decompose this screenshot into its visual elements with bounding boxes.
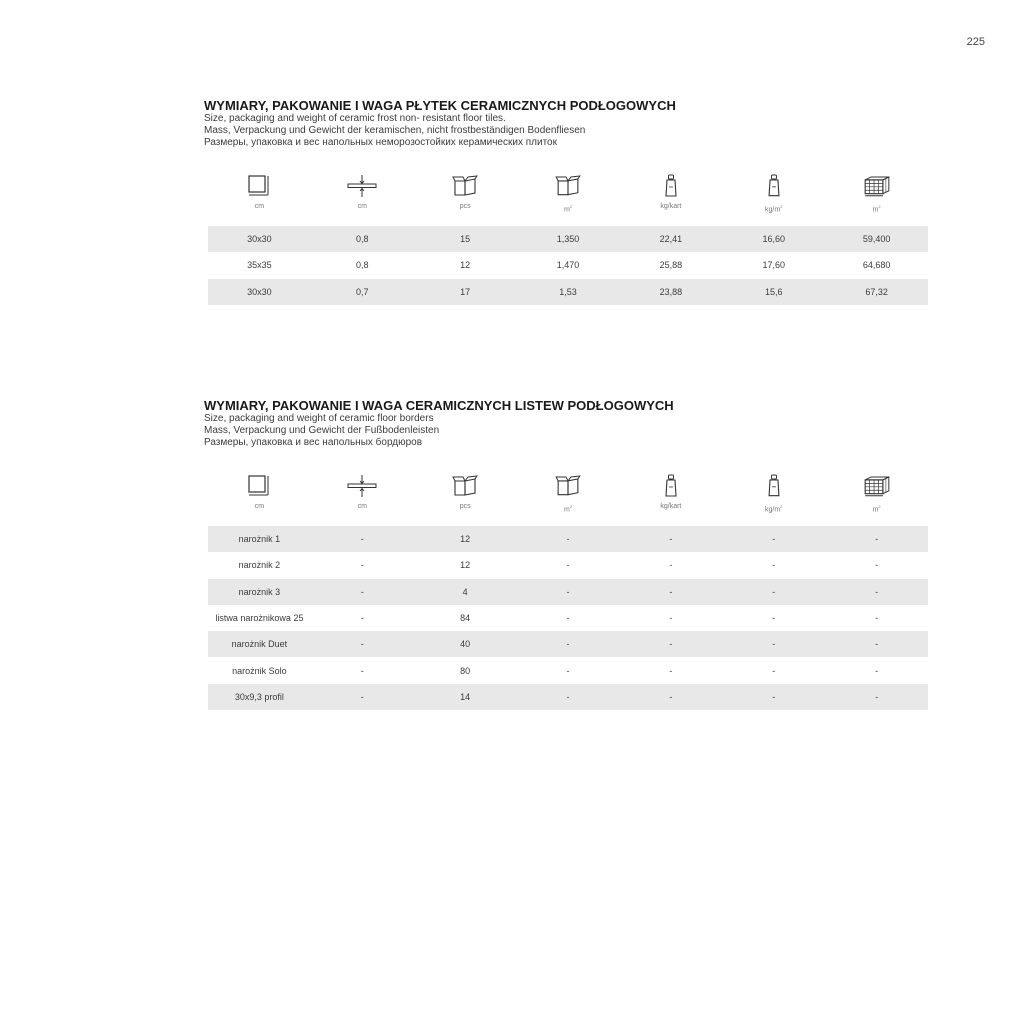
table-cell: 64,680 (862, 260, 891, 271)
table-cell: - (875, 560, 879, 571)
icon-header-row (208, 174, 928, 214)
table-cell: - (875, 691, 879, 702)
table-cell: - (875, 639, 879, 650)
table-cell: - (669, 534, 673, 545)
table-cell: 67,32 (865, 286, 888, 297)
table-cell: - (566, 586, 570, 597)
table-cell: listwa narożnikowa 25 (215, 613, 304, 624)
unit-label: cm (254, 503, 265, 510)
pallet-icon (863, 474, 891, 498)
unit-label: kg/kart (660, 503, 682, 510)
subtitle-de: Mass, Verpackung und Gewicht der Fußbodenleisten (204, 425, 440, 436)
table-cell: - (669, 586, 673, 597)
table-row (208, 526, 928, 552)
table-cell: - (360, 586, 364, 597)
table-cell: - (566, 560, 570, 571)
pallet-m2-column-header (825, 174, 928, 214)
subtitle-ru: Размеры, упаковка и вес напольных бордюров (204, 437, 423, 448)
table-row (208, 252, 928, 278)
table-cell: - (772, 691, 776, 702)
unit-label: cm (357, 203, 367, 210)
box-icon (452, 174, 478, 198)
table-cell: 12 (460, 560, 471, 571)
kg-m2-column-header (722, 474, 825, 514)
table-cell: narożnik Solo (232, 665, 287, 676)
subtitle-ru: Размеры, упаковка и вес напольных неморозостойких керамических плиток (204, 137, 557, 148)
kg-kart-column-header (619, 474, 722, 514)
weight-icon (663, 474, 679, 498)
table-cell: - (566, 534, 570, 545)
table-row (208, 631, 928, 657)
table-cell: - (875, 613, 879, 624)
table-cell: - (566, 613, 570, 624)
table-cell: - (875, 534, 879, 545)
table-cell: 0,8 (356, 260, 369, 271)
table-row (208, 657, 928, 683)
table-row (208, 226, 928, 252)
table-cell: - (360, 534, 364, 545)
table-row (208, 605, 928, 631)
table-cell: 35x35 (247, 260, 272, 271)
table-cell: - (772, 665, 776, 676)
table-cell: 4 (462, 586, 468, 597)
pallet-icon (863, 174, 891, 198)
table-cell: - (772, 560, 776, 571)
page-number: 225 (966, 36, 985, 48)
box-m2-column-header (517, 474, 620, 514)
table-cell: - (360, 613, 364, 624)
table-cell: - (566, 665, 570, 676)
box-icon (555, 474, 581, 498)
table-cell: - (360, 560, 364, 571)
table-cell: - (772, 613, 776, 624)
weight-icon (766, 474, 782, 498)
box-icon (452, 474, 478, 498)
weight-icon (663, 174, 679, 198)
table-cell: 23,88 (659, 286, 683, 297)
table-cell: 15 (460, 234, 471, 245)
table-cell: 16,60 (762, 234, 785, 245)
table-cell: - (669, 560, 673, 571)
unit-label: $m^2$ (563, 503, 573, 513)
borders-section (204, 398, 928, 702)
box-icon (555, 174, 581, 198)
unit-label: $m^2$ (872, 203, 881, 213)
thickness-icon (347, 174, 377, 198)
kg-m2-column-header (722, 174, 825, 214)
icon-header-row (208, 474, 928, 514)
table-cell: 0,7 (356, 286, 369, 297)
table-cell: narożnik 2 (238, 560, 281, 571)
table-cell: 40 (460, 639, 471, 650)
unit-label: pcs (459, 503, 471, 510)
weight-icon (766, 174, 782, 198)
table-cell: 30x9,3 profil (234, 691, 284, 702)
table-cell: - (669, 639, 673, 650)
table-row (208, 579, 928, 605)
borders-table (208, 526, 928, 710)
subtitle-en: Size, packaging and weight of ceramic floor borders (204, 413, 434, 424)
table-cell: - (772, 586, 776, 597)
table-row (208, 684, 928, 710)
table-cell: - (772, 639, 776, 650)
table-cell: 30x30 (247, 234, 272, 245)
table-cell: 1,350 (556, 234, 580, 245)
table-cell: 1,470 (556, 260, 580, 271)
tile-size-icon (247, 474, 271, 498)
thickness-icon (347, 474, 377, 498)
table-row (208, 279, 928, 305)
table-cell: 80 (460, 665, 471, 676)
unit-label: cm (254, 203, 265, 210)
tiles-table (208, 226, 928, 305)
table-row (208, 552, 928, 578)
table-cell: - (360, 639, 364, 650)
table-cell: - (566, 639, 570, 650)
unit-label: kg/kart (660, 203, 682, 210)
thickness-column-header (311, 474, 414, 514)
unit-label: $m^2$ (872, 503, 881, 513)
subtitle-de: Mass, Verpackung und Gewicht der keramischen, nicht frostbeständigen Bodenfliesen (204, 125, 586, 136)
thickness-column-header (311, 174, 414, 214)
table-cell: 84 (460, 613, 471, 624)
pcs-column-header (414, 174, 517, 214)
pcs-column-header (414, 474, 517, 514)
kg-kart-column-header (619, 174, 722, 214)
table-cell: 22,41 (659, 234, 683, 245)
table-cell: 0,8 (356, 234, 369, 245)
table-cell: - (875, 665, 879, 676)
size-column-header (208, 474, 311, 514)
unit-label: $m^2$ (563, 203, 573, 213)
table-cell: 12 (460, 260, 471, 271)
table-cell: - (360, 665, 364, 676)
table-cell: - (772, 534, 776, 545)
table-cell: 17 (460, 286, 471, 297)
unit-label: $kg/m^2$ (765, 503, 783, 513)
tiles-section (204, 98, 928, 297)
unit-label: pcs (459, 203, 471, 210)
table-cell: 15,6 (764, 286, 783, 297)
pallet-m2-column-header (825, 474, 928, 514)
table-cell: - (669, 613, 673, 624)
table-cell: - (875, 586, 879, 597)
table-cell: 30x30 (247, 286, 272, 297)
table-cell: - (566, 691, 570, 702)
box-m2-column-header (517, 174, 620, 214)
section-title: WYMIARY, PAKOWANIE I WAGA CERAMICZNYCH LISTEW PODŁOGOWYCH (204, 398, 674, 413)
table-cell: - (669, 665, 673, 676)
table-cell: 17,60 (762, 260, 785, 271)
tile-size-icon (247, 174, 271, 198)
table-cell: narożnik 1 (238, 534, 281, 545)
table-cell: 1,53 (559, 286, 577, 297)
section-title: WYMIARY, PAKOWANIE I WAGA PŁYTEK CERAMICZNYCH PODŁOGOWYCH (204, 98, 676, 113)
table-cell: narożnik 3 (238, 586, 281, 597)
size-column-header (208, 174, 311, 214)
table-cell: - (669, 691, 673, 702)
table-cell: - (360, 691, 364, 702)
table-cell: narożnik Duet (231, 639, 288, 650)
subtitle-en: Size, packaging and weight of ceramic frost non- resistant floor tiles. (204, 113, 506, 124)
table-cell: 14 (460, 691, 471, 702)
table-cell: 59,400 (862, 234, 891, 245)
unit-label: cm (357, 503, 367, 510)
unit-label: $kg/m^2$ (765, 203, 783, 213)
table-cell: 12 (460, 534, 471, 545)
table-cell: 25,88 (659, 260, 683, 271)
